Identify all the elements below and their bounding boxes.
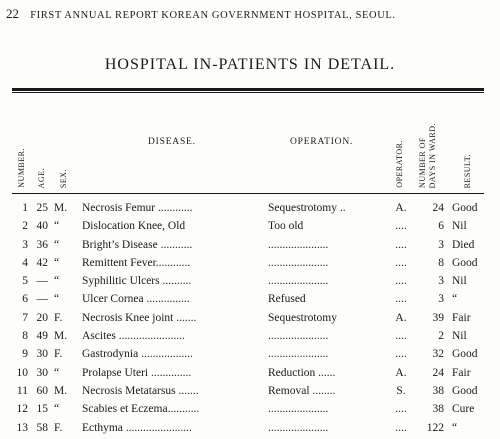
cell-disease: Ascites .......................	[82, 330, 185, 343]
cell-result: Good	[452, 348, 478, 361]
cell-sex: M.	[54, 330, 68, 343]
cell-age: 20	[36, 311, 48, 324]
cell-result: “	[452, 293, 458, 306]
page-number: 22	[6, 6, 19, 21]
column-header-operation: OPERATION.	[290, 137, 354, 147]
cell-disease: Scabies et Eczema...........	[82, 403, 200, 416]
column-header-result: RESULT.	[462, 153, 472, 188]
cell-age: 60	[36, 384, 48, 397]
table-title: HOSPITAL IN-PATIENTS IN DETAIL.	[104, 56, 396, 73]
cell-operation: .....................	[268, 330, 329, 343]
cell-age: 30	[36, 366, 48, 379]
cell-operation: .....................	[268, 275, 329, 288]
cell-operation: Sequestrotomy ..	[268, 202, 346, 214]
cell-days: 24	[432, 202, 444, 214]
cell-days: 122	[426, 421, 444, 434]
cell-operation: Removal ........	[268, 384, 336, 397]
cell-result: Good	[452, 256, 478, 269]
table-row	[0, 217, 500, 235]
table-row	[0, 236, 500, 254]
cell-disease: Necrosis Femur ............	[82, 202, 193, 214]
cell-age: 36	[36, 238, 48, 251]
table-row	[0, 400, 500, 418]
cell-result: “	[452, 421, 458, 434]
cell-days: 3	[438, 275, 444, 288]
cell-age: 58	[36, 421, 48, 434]
cell-operation: .....................	[268, 403, 329, 416]
column-header-number: NUMBER.	[16, 148, 26, 188]
cell-age: 25	[36, 202, 48, 214]
cell-number: 10	[16, 366, 28, 379]
cell-operation: Too old	[268, 220, 304, 233]
cell-disease: Remittent Fever............	[82, 256, 191, 269]
table-row	[0, 272, 500, 290]
cell-operator: ....	[395, 403, 407, 416]
table-row	[0, 254, 500, 272]
cell-disease: Gastrodynia ..................	[82, 348, 193, 361]
cell-number: 5	[22, 275, 28, 288]
cell-operation: .....................	[268, 256, 329, 269]
cell-days: 6	[438, 220, 444, 233]
cell-disease: Bright’s Disease ...........	[82, 238, 193, 251]
table-row	[0, 309, 500, 327]
cell-days: 39	[432, 311, 444, 324]
cell-operator: ....	[395, 330, 407, 343]
cell-operator: ....	[395, 293, 407, 306]
cell-operator: ....	[395, 275, 407, 288]
column-header-age: AGE.	[36, 167, 46, 188]
cell-sex: M.	[54, 202, 68, 214]
cell-number: 2	[22, 220, 28, 233]
cell-sex: F.	[54, 311, 63, 324]
cell-age: 49	[36, 330, 48, 343]
cell-days: 38	[432, 384, 444, 397]
cell-result: Cure	[452, 403, 475, 416]
cell-days: 32	[432, 348, 444, 361]
table-row	[0, 419, 500, 437]
cell-age: 42	[36, 256, 48, 269]
cell-number: 11	[16, 384, 28, 397]
cell-result: Nil	[452, 275, 467, 288]
cell-age: 40	[36, 220, 48, 233]
cell-operator: ....	[395, 421, 407, 434]
cell-sex: M.	[54, 384, 68, 397]
cell-days: 2	[438, 330, 444, 343]
column-header-days	[416, 100, 440, 188]
cell-operator: A.	[395, 202, 407, 214]
cell-days: 8	[438, 256, 444, 269]
cell-disease: Necrosis Metatarsus .......	[82, 384, 199, 397]
cell-number: 12	[16, 403, 28, 416]
table-row	[0, 345, 500, 363]
cell-operator: A.	[395, 311, 407, 324]
table-row	[0, 364, 500, 382]
cell-number: 9	[22, 348, 28, 361]
table-row	[0, 199, 500, 217]
cell-age: —	[36, 275, 48, 288]
cell-sex: “	[54, 256, 60, 269]
cell-age: 30	[36, 348, 48, 361]
cell-number: 6	[22, 293, 28, 306]
table-row	[0, 382, 500, 400]
cell-disease: Syphilitic Ulcers ..........	[82, 275, 192, 288]
table-row	[0, 290, 500, 308]
column-header-days-line1: NUMBER OF	[418, 137, 427, 188]
cell-operation: Refused	[268, 293, 306, 306]
cell-age: 15	[36, 403, 48, 416]
cell-sex: F.	[54, 421, 63, 434]
column-header-operator: OPERATOR.	[394, 140, 404, 188]
cell-sex: “	[54, 238, 60, 251]
cell-operator: ....	[395, 348, 407, 361]
cell-operation: .....................	[268, 421, 329, 434]
cell-result: Died	[452, 238, 475, 251]
table-row	[0, 327, 500, 345]
cell-result: Fair	[452, 366, 471, 379]
cell-number: 4	[22, 256, 28, 269]
column-header-days-line2: DAYS IN WARD.	[428, 122, 437, 188]
cell-disease: Ulcer Cornea ...............	[82, 293, 190, 306]
cell-operation: Reduction ......	[268, 366, 336, 379]
cell-operator: S.	[396, 384, 406, 397]
cell-result: Fair	[452, 311, 471, 324]
cell-operator: A.	[395, 366, 407, 379]
cell-days: 3	[438, 293, 444, 306]
cell-sex: “	[54, 293, 60, 306]
cell-operator: ....	[395, 220, 407, 233]
cell-disease: Necrosis Knee joint .......	[82, 311, 197, 324]
cell-age: —	[36, 293, 48, 306]
running-title: FIRST ANNUAL REPORT KOREAN GOVERNMENT HOSPITAL, SEOUL.	[30, 10, 396, 21]
cell-sex: F.	[54, 348, 63, 361]
cell-disease: Ecthyma .......................	[82, 421, 192, 434]
cell-operation: Sequestrotomy	[268, 311, 337, 324]
cell-number: 3	[22, 238, 28, 251]
column-header-sex: SEX.	[58, 168, 68, 188]
column-header-disease: DISEASE.	[148, 137, 196, 147]
cell-days: 24	[432, 366, 444, 379]
cell-result: Nil	[452, 220, 467, 233]
cell-sex: “	[54, 403, 60, 416]
cell-disease: Dislocation Knee, Old	[82, 220, 186, 233]
top-rule-thick	[12, 88, 484, 91]
cell-number: 7	[22, 311, 28, 324]
cell-result: Good	[452, 384, 478, 397]
cell-number: 13	[16, 421, 28, 434]
cell-sex: “	[54, 366, 60, 379]
cell-operator: ....	[395, 256, 407, 269]
cell-result: Good	[452, 202, 478, 214]
patient-table-body	[0, 199, 500, 437]
header-rule	[12, 193, 484, 194]
cell-days: 3	[438, 238, 444, 251]
cell-result: Nil	[452, 330, 467, 343]
top-rule-thin	[12, 92, 484, 93]
running-header	[6, 6, 494, 22]
cell-operation: .....................	[268, 238, 329, 251]
cell-operation: .....................	[268, 348, 329, 361]
cell-number: 1	[22, 202, 28, 214]
cell-days: 38	[432, 403, 444, 416]
cell-sex: “	[54, 220, 60, 233]
cell-operator: ....	[395, 238, 407, 251]
cell-number: 8	[22, 330, 28, 343]
cell-sex: “	[54, 275, 60, 288]
cell-disease: Prolapse Uteri ..............	[82, 366, 192, 379]
